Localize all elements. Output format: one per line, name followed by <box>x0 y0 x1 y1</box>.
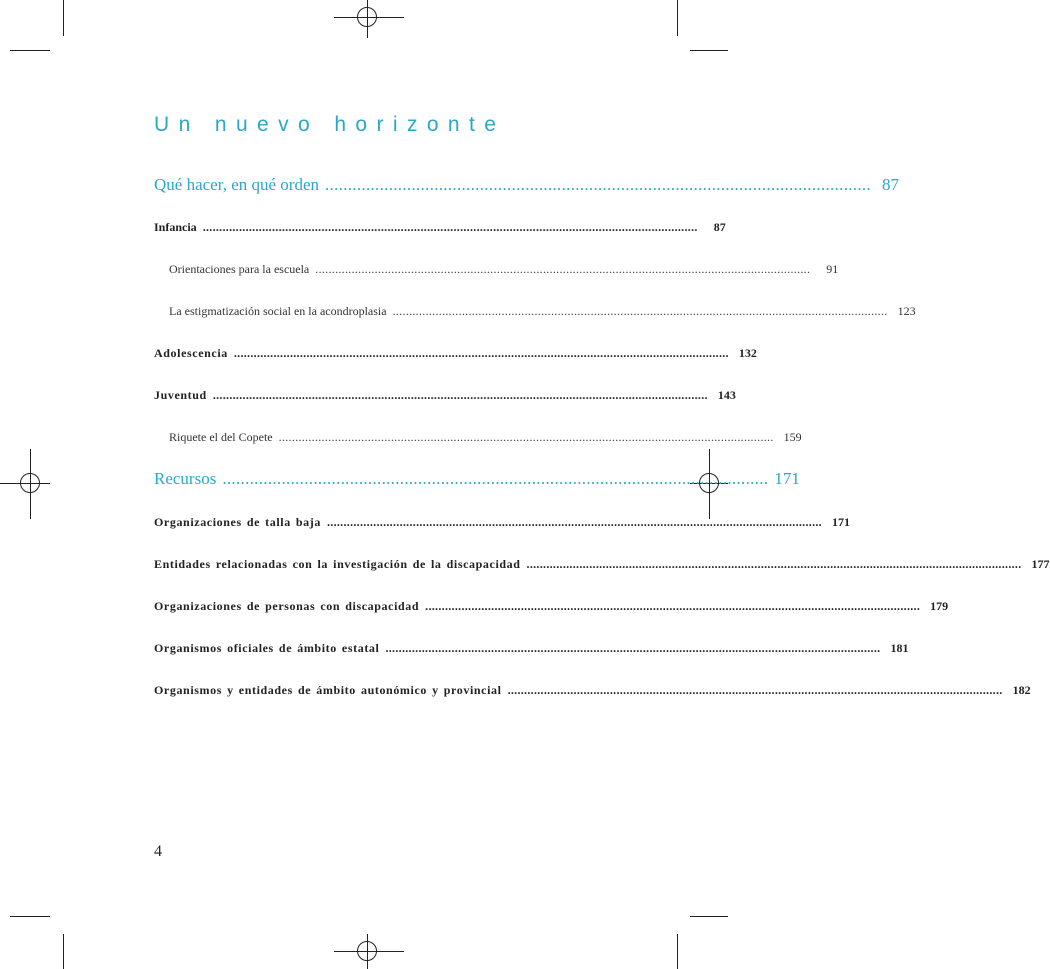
dot-leader: ...................................................................................................................................................... <box>326 515 822 529</box>
dot-leader: ...................................................................................................................................................... <box>507 683 1003 697</box>
toc-entry-title: Entidades relacionadas con la investigación de la discapacidad <box>154 557 521 571</box>
crop-mark-top-left-vertical <box>63 0 64 36</box>
toc-entry-title: Adolescencia <box>154 346 228 360</box>
dot-leader: ...................................................................................................................................................... <box>278 430 774 444</box>
crop-mark-bottom-left-horizontal <box>10 916 50 917</box>
toc-entry-estigmatizacion[interactable] <box>154 303 916 319</box>
dot-leader: ...................................................................................................................................................... <box>526 557 1022 571</box>
toc-entry-title: Orientaciones para la escuela <box>169 262 310 276</box>
toc-entry-infancia[interactable] <box>154 219 726 235</box>
toc-entry-page: 181 <box>890 641 909 655</box>
toc-entry-page: 123 <box>897 304 916 318</box>
toc-entry-page: 171 <box>831 515 850 529</box>
toc-entry-page: 171 <box>774 469 800 488</box>
toc-entry-title: Juventud <box>154 388 207 402</box>
toc-entry-juventud[interactable] <box>154 387 736 403</box>
dot-leader: ...................................................................................................................................................... <box>385 641 881 655</box>
toc-entry-title: Recursos <box>154 469 217 488</box>
toc-entry-riquete[interactable] <box>154 429 802 445</box>
toc-entry-page: 182 <box>1012 683 1031 697</box>
toc-entry-title: Organizaciones de personas con discapacidad <box>154 599 420 613</box>
dot-leader: ........................................................................................................................ <box>325 175 871 194</box>
toc-entry-organizaciones-personas[interactable] <box>154 598 949 614</box>
toc-entry-organizaciones-talla-baja[interactable] <box>154 514 850 530</box>
toc-entry-title: Riquete el del Copete <box>169 430 273 444</box>
toc-entry-title: Organismos y entidades de ámbito autonómico y provincial <box>154 683 502 697</box>
page-header: Un nuevo horizonte <box>154 113 506 136</box>
toc-entry-title: Qué hacer, en qué orden <box>154 175 319 194</box>
dot-leader: ...................................................................................................................................................... <box>233 346 729 360</box>
toc-entry-title: Infancia <box>154 220 197 234</box>
toc-entry-page: 91 <box>826 262 839 276</box>
dot-leader: ...................................................................................................................................................... <box>392 304 888 318</box>
registration-bottom-circle <box>357 941 377 961</box>
dot-leader: ...................................................................................................................................................... <box>212 388 708 402</box>
toc-entry-page: 87 <box>882 175 899 194</box>
toc-entry-que-hacer[interactable] <box>154 175 899 195</box>
dot-leader: ...................................................................................................................................................... <box>202 220 698 234</box>
crop-mark-bottom-right-vertical <box>677 934 678 969</box>
crop-mark-bottom-left-vertical <box>63 934 64 969</box>
page-number: 4 <box>154 843 162 860</box>
toc-entry-recursos[interactable] <box>154 469 800 489</box>
registration-top-circle <box>357 7 377 27</box>
toc-entry-title: La estigmatización social en la acondroplasia <box>169 304 387 318</box>
dot-leader: ........................................................................................................................ <box>222 469 769 488</box>
crop-mark-top-left-horizontal <box>10 50 50 51</box>
crop-mark-bottom-right-horizontal <box>690 916 728 917</box>
toc-entry-organismos-autonomico[interactable] <box>154 682 1031 698</box>
toc-entry-page: 143 <box>717 388 736 402</box>
toc-entry-adolescencia[interactable] <box>154 345 757 361</box>
crop-mark-top-right-vertical <box>677 0 678 36</box>
crop-mark-top-right-horizontal <box>690 50 728 51</box>
toc-entry-page: 132 <box>738 346 757 360</box>
toc-entry-page: 159 <box>783 430 802 444</box>
toc-entry-entidades-investigacion[interactable] <box>154 556 1050 572</box>
toc-entry-organismos-estatal[interactable] <box>154 640 909 656</box>
toc-entry-page: 179 <box>930 599 949 613</box>
toc-entry-orientaciones[interactable] <box>154 261 839 277</box>
toc-entry-page: 87 <box>713 220 726 234</box>
toc-entry-page: 177 <box>1031 557 1050 571</box>
toc-entry-title: Organismos oficiales de ámbito estatal <box>154 641 380 655</box>
dot-leader: ...................................................................................................................................................... <box>425 599 921 613</box>
registration-left-circle <box>20 473 40 493</box>
dot-leader: ...................................................................................................................................................... <box>315 262 811 276</box>
toc-entry-title: Organizaciones de talla baja <box>154 515 321 529</box>
